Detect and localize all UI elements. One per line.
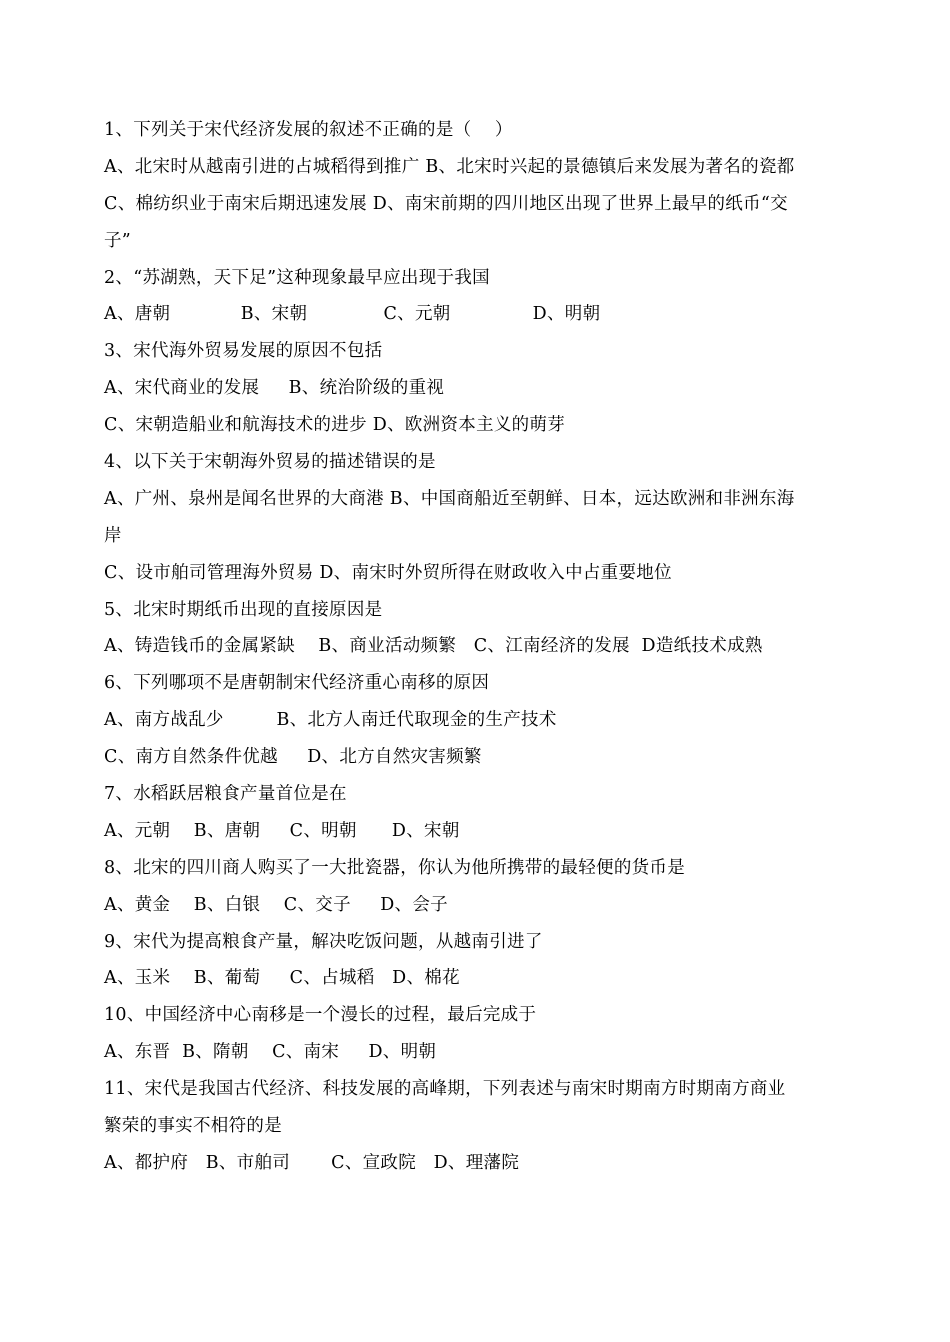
question-8-stem: 8、北宋的四川商人购买了一大批瓷器，你认为他所携带的最轻便的货币是: [104, 857, 686, 878]
question-2-stem: 2、“苏湖熟，天下足”这种现象最早应出现于我国: [104, 267, 490, 288]
question-4-stem: 4、以下关于宋朝海外贸易的描述错误的是: [104, 452, 436, 473]
question-4-option-line: 岸: [104, 525, 122, 546]
question-11-options: A、都护府 B、市舶司 C、宣政院 D、理藩院: [104, 1152, 520, 1173]
question-7-stem: 7、水稻跃居粮食产量首位是在: [104, 784, 347, 805]
question-7-options: A、元朝 B、唐朝 C、明朝 D、宋朝: [104, 820, 460, 841]
question-5-stem: 5、北宋时期纸币出现的直接原因是: [104, 599, 383, 620]
question-1-option-line: C、棉纺织业于南宋后期迅速发展 D、南宋前期的四川地区出现了世界上最早的纸币“交: [104, 193, 788, 214]
question-4-option-line: C、设市舶司管理海外贸易 D、南宋时外贸所得在财政收入中占重要地位: [104, 562, 672, 583]
question-9-stem: 9、宋代为提高粮食产量，解决吃饭问题，从越南引进了: [104, 931, 543, 952]
question-8-options: A、黄金 B、白银 C、交子 D、会子: [104, 894, 448, 915]
question-6-option-line: A、南方战乱少 B、北方人南迁代取现金的生产技术: [104, 710, 557, 731]
question-2-options: A、唐朝 B、宋朝 C、元朝 D、明朝: [104, 304, 601, 325]
question-3-stem: 3、宋代海外贸易发展的原因不包括: [104, 341, 383, 362]
question-5-options: A、铸造钱币的金属紧缺 B、商业活动频繁 C、江南经济的发展 D造纸技术成熟: [104, 636, 763, 657]
question-10-options: A、东晋 B、隋朝 C、南宋 D、明朝: [104, 1042, 437, 1063]
question-10-stem: 10、中国经济中心南移是一个漫长的过程，最后完成于: [104, 1005, 537, 1026]
question-1-stem: 1、下列关于宋代经济发展的叙述不正确的是（ ）: [104, 120, 513, 140]
question-3-option-line: C、宋朝造船业和航海技术的进步 D、欧洲资本主义的萌芽: [104, 415, 566, 436]
question-6-stem: 6、下列哪项不是唐朝制宋代经济重心南移的原因: [104, 673, 490, 694]
question-6-option-line: C、南方自然条件优越 D、北方自然灾害频繁: [104, 747, 482, 768]
question-1-option-line: A、北宋时从越南引进的占城稻得到推广 B、北宋时兴起的景德镇后来发展为著名的瓷都: [104, 156, 795, 177]
question-list: [104, 112, 864, 1182]
question-11-stem-line: 11、宋代是我国古代经济、科技发展的高峰期，下列表述与南宋时期南方时期南方商业: [104, 1079, 786, 1100]
question-3-option-line: A、宋代商业的发展 B、统治阶级的重视: [104, 378, 445, 399]
question-11-stem-line: 繁荣的事实不相符的是: [104, 1116, 282, 1137]
question-9-options: A、玉米 B、葡萄 C、占城稻 D、棉花: [104, 968, 460, 989]
question-4-option-line: A、广州、泉州是闻名世界的大商港 B、中国商船近至朝鲜、日本，远达欧洲和非洲东海: [104, 488, 795, 509]
question-1-option-line: 子”: [104, 230, 132, 251]
